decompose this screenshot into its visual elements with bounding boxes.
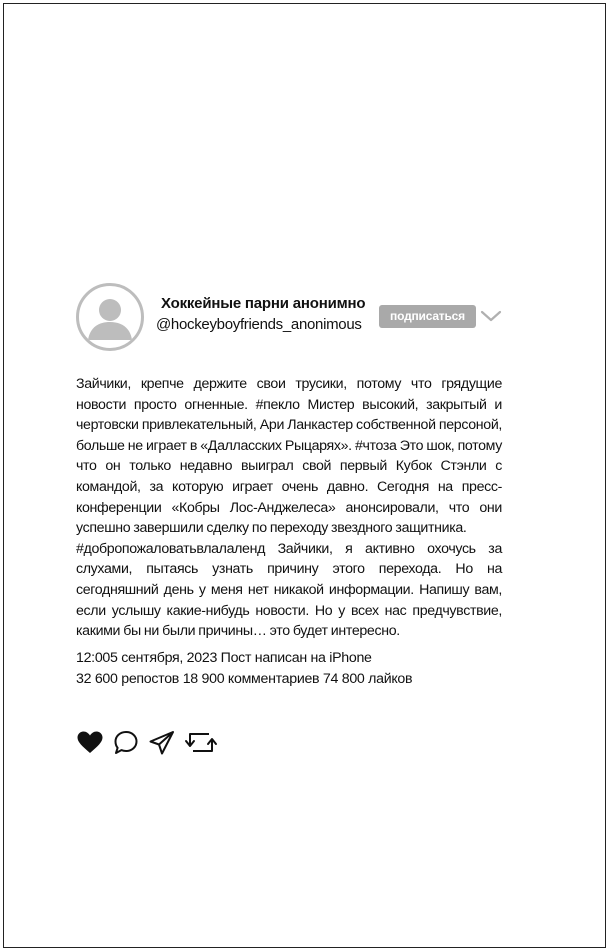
repost-icon[interactable] bbox=[184, 729, 214, 759]
display-name[interactable]: Хоккейные парни анонимно bbox=[161, 295, 366, 312]
post-paragraph: Зайчики, крепче держите свои трусики, потому что грядущие новости просто огненные. #пекло Мистер высокий, закрытый и чертовски привлекательный, Ари Ланкастер собственной персоной, больше не играет в «Далласских Рыцарях». #чтоза Это шок, потому что он только недавно выиграл свой первый Кубок Стэнли с командой, за которую играет очень давно. Сегодня на пресс-конференции «Кобры Лос-Анджелеса» анонсировали, что они успешно завершили сделку по переходу звездного защитника. bbox=[76, 376, 502, 537]
post-paragraph: #добропожаловатьвлалаленд Зайчики, я активно охочусь за слухами, пытаясь узнать причину этого перехода. Но на сегодняшний день у меня нет никакой информации. Напишу вам, если услышу какие-нибудь новости. Но у всех нас предчувствие, какими бы ни были причины… это будет интересно. bbox=[76, 540, 502, 640]
default-avatar-icon[interactable] bbox=[76, 283, 144, 351]
action-bar bbox=[76, 729, 236, 759]
post-meta bbox=[76, 648, 516, 689]
comment-icon[interactable] bbox=[113, 729, 143, 759]
post-stats: 32 600 репостов 18 900 комментариев 74 800 лайков bbox=[76, 670, 413, 687]
post-date-source: 5 сентября, 2023 Пост написан на iPhone bbox=[110, 650, 372, 666]
user-handle[interactable]: @hockeyboyfriends_anonimous bbox=[156, 316, 362, 333]
share-icon[interactable] bbox=[148, 729, 178, 759]
post-body bbox=[76, 374, 502, 642]
post-header bbox=[76, 283, 506, 353]
subscribe-button[interactable]: подписаться bbox=[379, 305, 476, 328]
chevron-down-icon[interactable] bbox=[479, 308, 503, 324]
post-datetime bbox=[76, 648, 516, 669]
heart-icon[interactable] bbox=[76, 729, 106, 759]
post-time: 12:00 bbox=[76, 650, 111, 666]
